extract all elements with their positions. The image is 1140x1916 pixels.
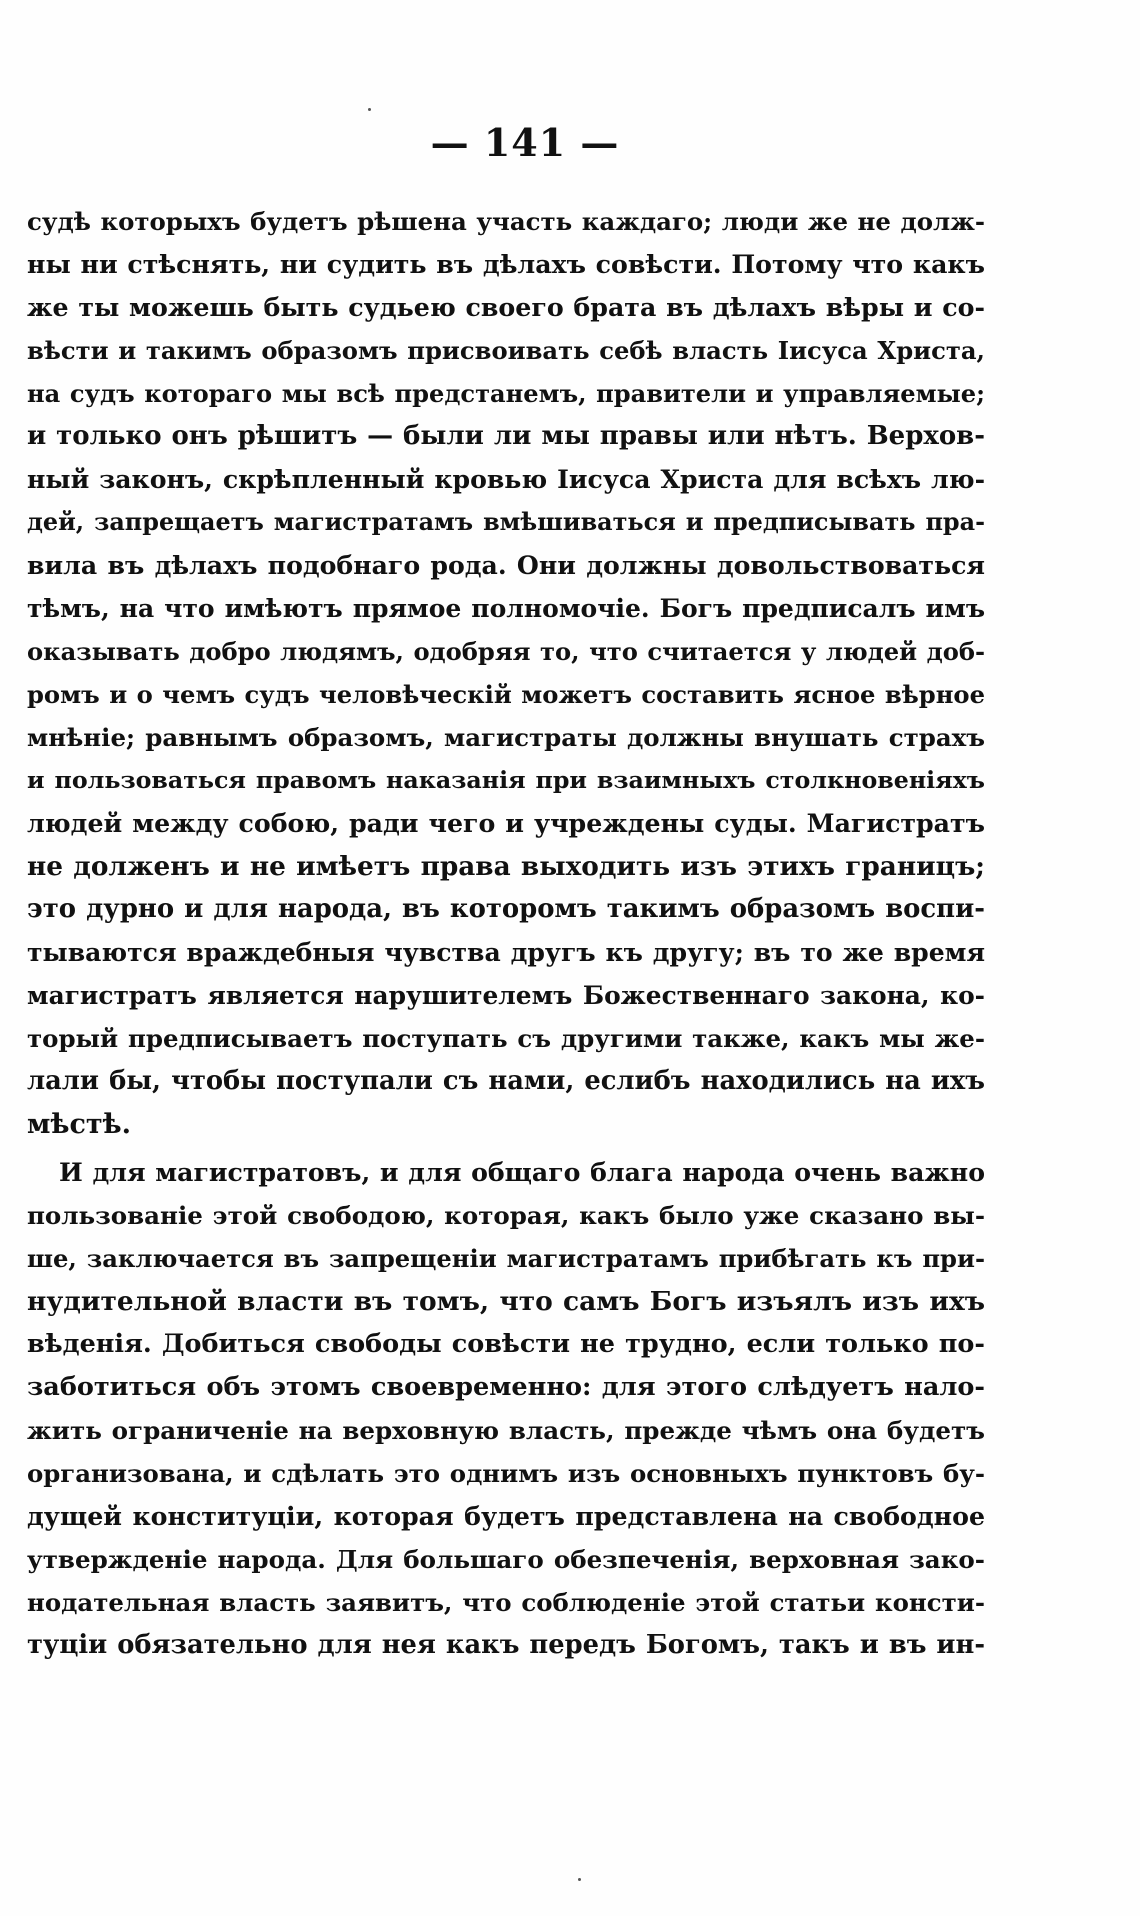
text-line: мнѣніе; равнымъ образомъ, магистраты должны внушать страхъ — [27, 723, 985, 752]
text-line: и пользоваться правомъ наказанія при взаимныхъ столкновеніяхъ — [27, 766, 985, 794]
text-line: утвержденіе народа. Для большаго обезпеченія, верховная зако- — [27, 1545, 985, 1574]
text-line: дущей конституціи, которая будетъ представлена на свободное — [27, 1501, 985, 1531]
text-line: ромъ и о чемъ судъ человѣческій можетъ составить ясное вѣрное — [27, 680, 985, 709]
text-line: нодательная власть заявитъ, что соблюденіе этой статьи консти- — [27, 1588, 985, 1617]
text-line: вѣсти и такимъ образомъ присвоивать себѣ власть Іисуса Христа, — [27, 336, 985, 365]
paragraph-1 — [27, 200, 985, 1146]
text-line: не долженъ и не имѣетъ права выходить изъ этихъ границъ; — [27, 851, 985, 882]
text-line: тываются враждебныя чувства другъ къ другу; въ то же время — [27, 937, 985, 967]
text-line: ны ни стѣснять, ни судить въ дѣлахъ совѣсти. Потому что какъ — [27, 249, 985, 279]
print-speck — [578, 1878, 581, 1881]
text-line: оказывать добро людямъ, одобряя то, что считается у людей доб- — [27, 637, 985, 666]
text-line: тѣмъ, на что имѣютъ прямое полномочіе. Богъ предписалъ имъ — [27, 594, 985, 623]
text-line: дей, запрещаетъ магистратамъ вмѣшиваться и предписывать пра- — [27, 508, 985, 536]
text-line: и только онъ рѣшитъ — были ли мы правы или нѣтъ. Верхов- — [27, 421, 985, 451]
page-number: — 141 — — [430, 120, 620, 165]
text-line: судѣ которыхъ будетъ рѣшена участь каждаго; люди же не долж- — [27, 207, 985, 236]
text-line: ше, заключается въ запрещеніи магистратамъ прибѣгать къ при- — [27, 1244, 985, 1273]
text-line: мѣстѣ. — [27, 1109, 131, 1140]
text-line: жить ограниченіе на верховную власть, прежде чѣмъ она будетъ — [27, 1416, 985, 1445]
text-line: вѣденія. Добиться свободы совѣсти не трудно, если только по- — [27, 1329, 985, 1359]
text-line: торый предписываетъ поступать съ другими также, какъ мы же- — [27, 1024, 985, 1053]
text-line: И для магистратовъ, и для общаго блага народа очень важно — [59, 1157, 985, 1187]
print-speck — [368, 108, 371, 111]
text-line: лали бы, чтобы поступали съ нами, еслибъ находились на ихъ — [27, 1066, 985, 1096]
text-line: вила въ дѣлахъ подобнаго рода. Они должны довольствоваться — [27, 550, 985, 580]
text-line: людей между собою, ради чего и учреждены суды. Магистратъ — [27, 808, 985, 838]
text-line: нудительной власти въ томъ, что самъ Богъ изъялъ изъ ихъ — [27, 1286, 985, 1317]
paragraph-2 — [27, 1151, 985, 1667]
text-line: организована, и сдѣлать это однимъ изъ основныхъ пунктовъ бу- — [27, 1459, 985, 1488]
text-line: пользованіе этой свободою, которая, какъ было уже сказано вы- — [27, 1201, 985, 1230]
text-line: на судъ котораго мы всѣ предстанемъ, правители и управляемые; — [27, 379, 985, 408]
text-line: ный законъ, скрѣпленный кровью Іисуса Христа для всѣхъ лю- — [27, 464, 985, 494]
text-line: магистратъ является нарушителемъ Божественнаго закона, ко- — [27, 981, 985, 1010]
text-line: это дурно и для народа, въ которомъ такимъ образомъ воспи- — [27, 894, 985, 924]
body-text — [27, 200, 985, 1667]
text-line: же ты можешь быть судьею своего брата въ дѣлахъ вѣры и со- — [27, 292, 985, 322]
text-line: туціи обязательно для нея какъ передъ Богомъ, такъ и въ ин- — [27, 1630, 985, 1660]
text-line: заботиться объ этомъ своевременно: для этого слѣдуетъ нало- — [27, 1372, 985, 1402]
